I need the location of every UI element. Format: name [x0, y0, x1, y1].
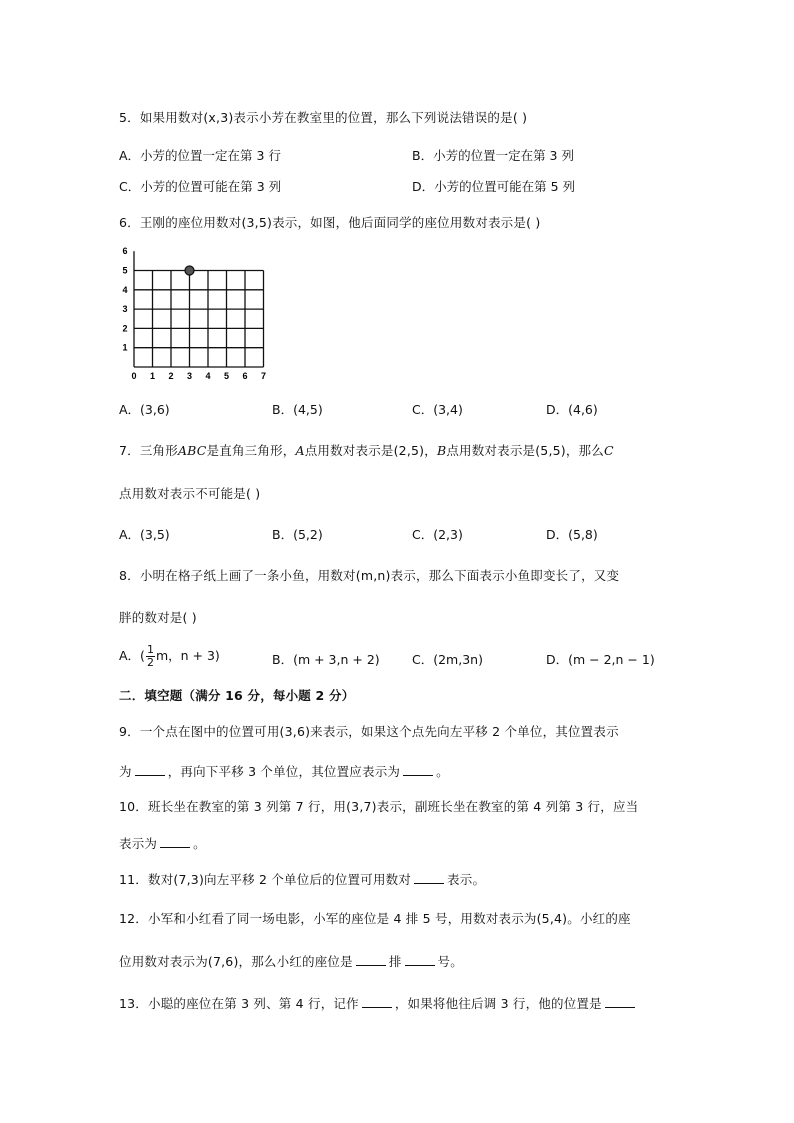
- answer-blank[interactable]: [403, 764, 433, 776]
- q7-var-c: C: [603, 443, 614, 458]
- q12-stem-line2: [119, 952, 463, 970]
- q7-text: 是直角三角形，: [206, 443, 296, 458]
- q6-option-a: A．(3,6): [119, 402, 170, 417]
- q7-option-b: B．(5,2): [272, 527, 323, 542]
- answer-blank[interactable]: [414, 872, 444, 884]
- q8-option-a-suffix: m，n + 3): [155, 648, 220, 663]
- q5-option-a: A．小芳的位置一定在第 3 行: [119, 148, 281, 163]
- q9-stem-line2: [119, 762, 449, 780]
- answer-blank[interactable]: [605, 996, 635, 1008]
- x-tick-label: 5: [223, 371, 230, 381]
- x-tick-label: 0: [131, 371, 137, 381]
- fraction-denominator: 2: [146, 656, 154, 669]
- seat-point: [185, 266, 194, 275]
- y-tick-label: 6: [122, 246, 128, 257]
- answer-blank[interactable]: [356, 954, 386, 966]
- q7-var-a: A: [295, 443, 305, 458]
- y-tick-label: 1: [122, 342, 128, 353]
- q7-var-abc: ABC: [177, 443, 207, 458]
- q5-option-d: D．小芳的位置可能在第 5 列: [412, 179, 576, 194]
- q13-stem: [119, 994, 638, 1012]
- q7-text: 7．三角形: [119, 443, 178, 458]
- q13-text: ，如果将他往后调 3 行，他的位置是: [394, 996, 602, 1011]
- x-tick-label: 3: [186, 371, 193, 381]
- q9-text: 为: [119, 764, 132, 779]
- answer-blank[interactable]: [160, 836, 190, 848]
- y-tick-label: 3: [122, 304, 128, 315]
- q10-text: 。: [193, 836, 206, 851]
- answer-blank[interactable]: [135, 764, 165, 776]
- q7-stem-line1: [119, 441, 614, 459]
- q6-stem: 6．王刚的座位用数对(3,5)表示，如图，他后面同学的座位用数对表示是( ): [119, 215, 541, 230]
- q9-stem-line1: 9．一个点在图中的位置可用(3,6)来表示，如果这个点先向左平移 2 个单位，其位置表示: [119, 724, 619, 739]
- q12-stem-line1: 12．小军和小红看了同一场电影，小军的座位是 4 排 5 号，用数对表示为(5,4)。小红的座: [119, 911, 631, 926]
- q13-text: 13．小聪的座位在第 3 列、第 4 行，记作: [119, 996, 359, 1011]
- q10-stem-line1: 10．班长坐在教室的第 3 列第 7 行，用(3,7)表示，副班长坐在教室的第 4 列第 3 行，应当: [119, 799, 639, 814]
- q5-option-b: B．小芳的位置一定在第 3 列: [412, 148, 574, 163]
- q10-text: 表示为: [119, 836, 158, 851]
- q7-option-a: A．(3,5): [119, 527, 170, 542]
- q9-text: ，再向下平移 3 个单位，其位置应表示为: [167, 764, 401, 779]
- section-heading: 二．填空题（满分 16 分，每小题 2 分）: [119, 688, 355, 703]
- q8-option-d: D．(m − 2,n − 1): [546, 652, 655, 667]
- fraction-numerator: 1: [146, 643, 154, 656]
- q9-text: 。: [436, 764, 449, 779]
- q6-option-d: D．(4,6): [546, 402, 598, 417]
- q8-option-b: B．(m + 3,n + 2): [272, 652, 380, 667]
- y-tick-label: 4: [122, 284, 128, 295]
- q8-option-a: [119, 644, 220, 669]
- y-tick-label: 5: [122, 265, 128, 276]
- grid-lines: [134, 251, 264, 367]
- q12-text: 号。: [437, 954, 463, 969]
- q10-stem-line2: [119, 834, 206, 852]
- q11-text: 表示。: [447, 872, 486, 887]
- q5-stem: 5．如果用数对(x,3)表示小芳在教室里的位置，那么下列说法错误的是( ): [119, 110, 528, 125]
- x-tick-label: 2: [168, 371, 174, 381]
- q7-option-c: C．(2,3): [412, 527, 463, 542]
- x-tick-label: 7: [260, 371, 267, 381]
- y-tick-label: 2: [122, 323, 128, 334]
- q7-stem-line2: 点用数对表示不可能是( ): [119, 486, 261, 501]
- answer-blank[interactable]: [405, 954, 435, 966]
- x-tick-label: 4: [205, 371, 211, 381]
- q12-text: 排: [388, 954, 402, 969]
- q7-text: 点用数对表示是(5,5)，那么: [446, 443, 604, 458]
- q7-text: 点用数对表示是(2,5)，: [304, 443, 437, 458]
- q12-text: 位用数对表示为(7,6)，那么小红的座位是: [119, 954, 353, 969]
- q8-stem-line2: 胖的数对是( ): [119, 610, 197, 625]
- q8-option-c: C．(2m,3n): [412, 652, 483, 667]
- q6-option-b: B．(4,5): [272, 402, 323, 417]
- x-tick-label: 1: [149, 371, 156, 381]
- q6-option-c: C．(3,4): [412, 402, 463, 417]
- q7-option-d: D．(5,8): [546, 527, 598, 542]
- q8-stem-line1: 8．小明在格子纸上画了一条小鱼，用数对(m,n)表示，那么下面表示小鱼即变长了，又变: [119, 568, 620, 583]
- q8-option-a-prefix: A．(: [119, 648, 145, 663]
- x-tick-label: 6: [242, 371, 248, 381]
- q6-coordinate-grid: [116, 244, 276, 384]
- q5-option-c: C．小芳的位置可能在第 3 列: [119, 179, 282, 194]
- answer-blank[interactable]: [362, 996, 392, 1008]
- q7-var-b: B: [436, 443, 447, 458]
- fraction: [146, 644, 155, 669]
- q11-text: 11．数对(7,3)向左平移 2 个单位后的位置可用数对: [119, 872, 412, 887]
- q11-stem: [119, 870, 485, 888]
